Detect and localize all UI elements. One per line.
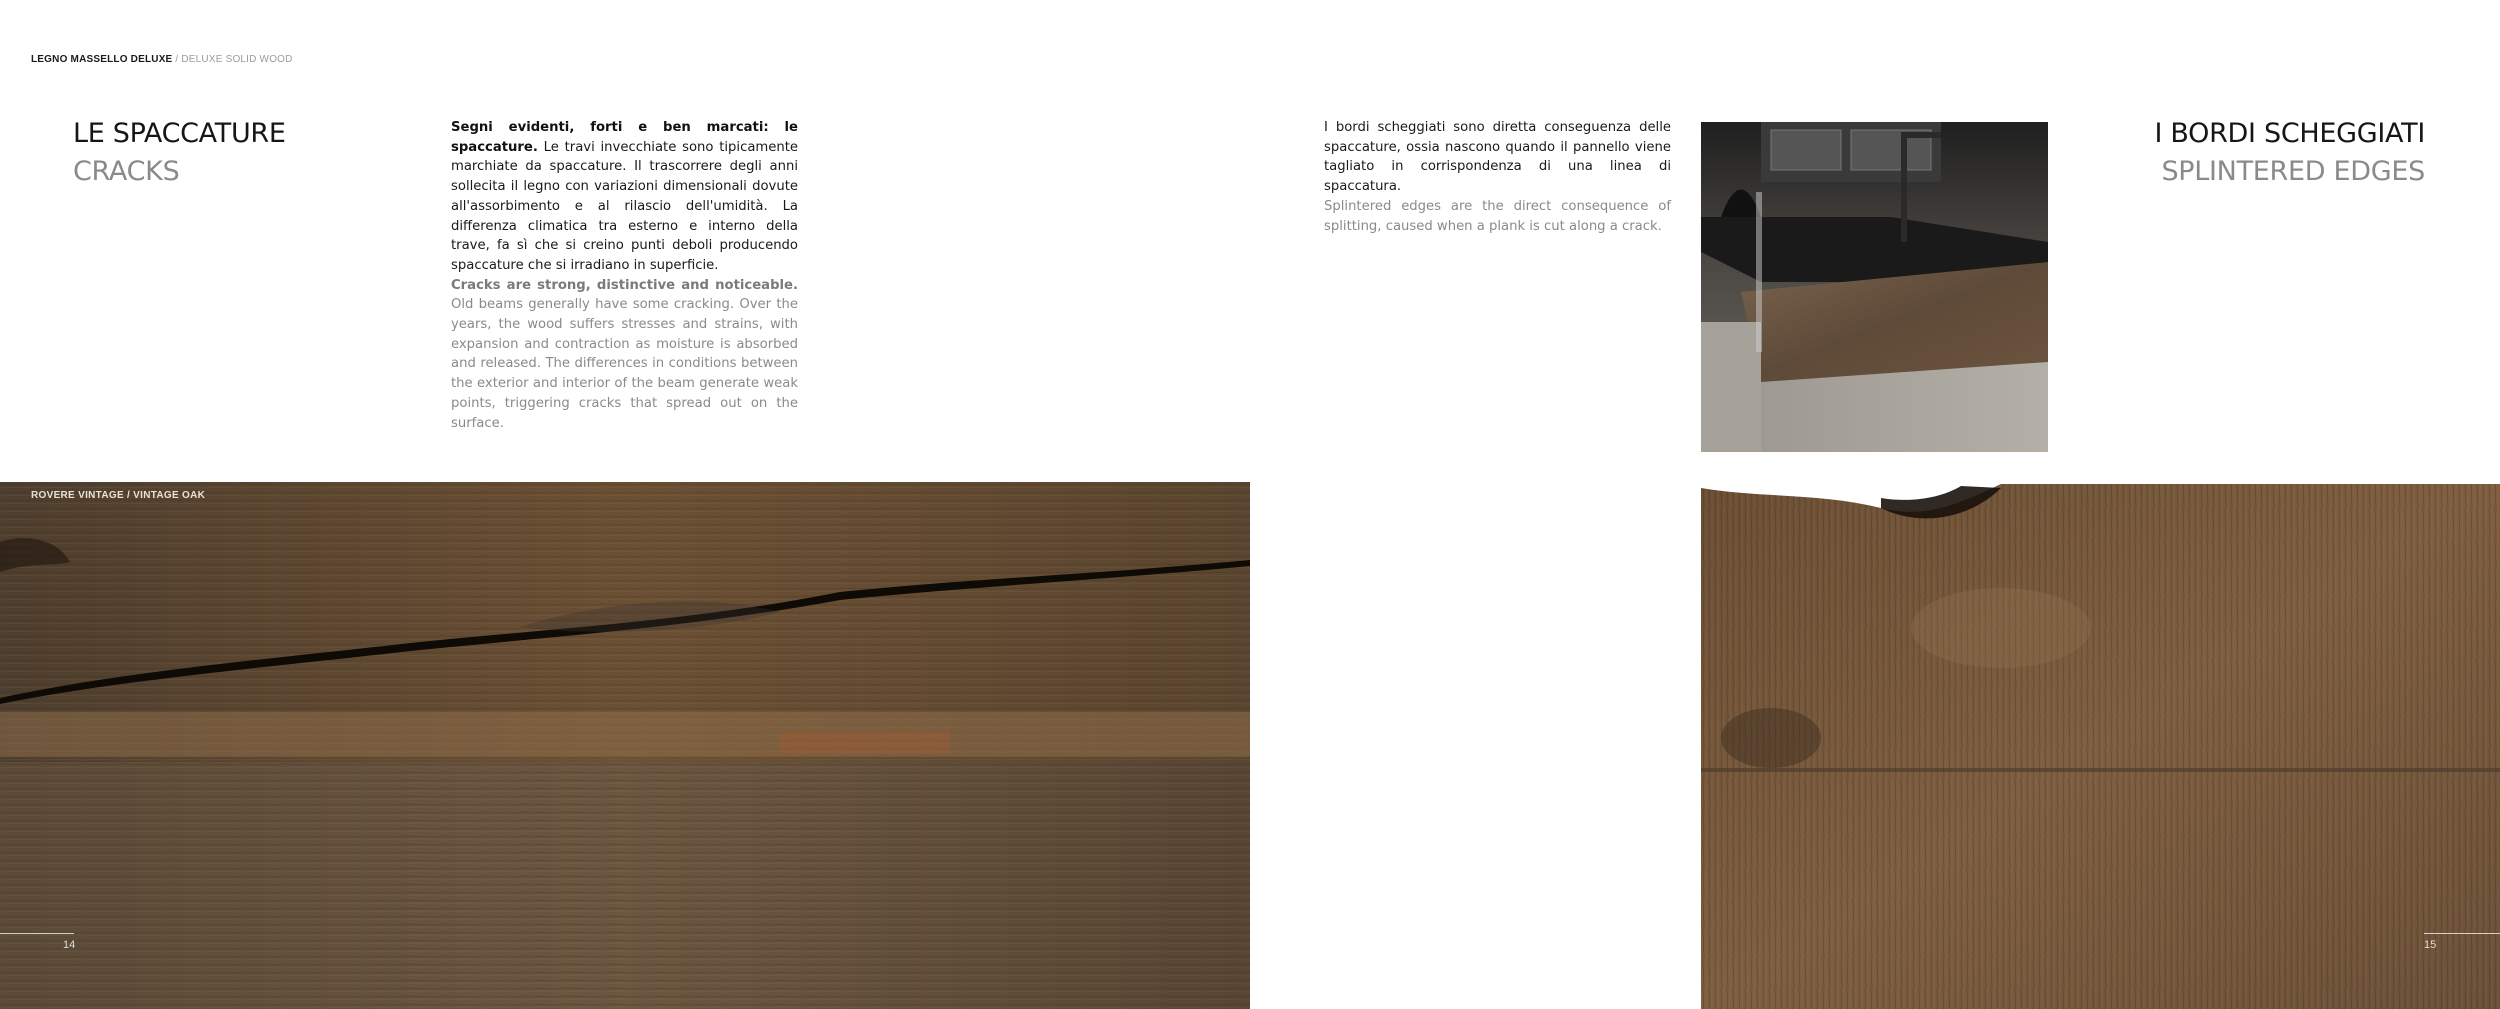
cracks-title bbox=[73, 115, 286, 191]
breadcrumb-separator: / bbox=[172, 54, 182, 65]
vintage-oak-cracked-texture bbox=[0, 482, 1250, 1009]
page-rule-left bbox=[0, 933, 74, 934]
breadcrumb bbox=[31, 54, 293, 65]
vintage-oak-splintered-texture bbox=[1701, 478, 2500, 1009]
page-number-left: 14 bbox=[63, 939, 76, 951]
wood-species-label: ROVERE VINTAGE / VINTAGE OAK bbox=[31, 490, 206, 501]
splintered-body-it: I bordi scheggiati sono diretta conseguenza delle spaccature, ossia nascono quando il pannello viene tagliato in corrispondenza di una linea di spaccatura. bbox=[1324, 120, 1671, 195]
cracks-title-it: LE SPACCATURE bbox=[73, 118, 286, 149]
page-rule-right bbox=[2424, 933, 2500, 934]
page-number-right: 15 bbox=[2424, 939, 2437, 951]
cracks-lead-en: Cracks are strong, distinctive and noticeable. bbox=[451, 277, 798, 293]
cracks-body-en: Old beams generally have some cracking. Over the years, the wood suffers stresses and strains, with expansion and contraction as moisture is absorbed and released. The differences in conditions between the exterior and interior of the beam generate weak points, triggering cracks that spread out on the surface. bbox=[451, 297, 798, 431]
splintered-title-en: SPLINTERED EDGES bbox=[2161, 156, 2425, 187]
kitchen-photo bbox=[1701, 122, 2048, 452]
cracks-lead-it: Segni evidenti, forti e ben marcati: le spaccature. bbox=[451, 120, 798, 155]
splintered-description bbox=[1324, 118, 1671, 236]
splintered-body-en: Splintered edges are the direct consequence of splitting, caused when a plank is cut along a crack. bbox=[1324, 198, 1671, 234]
cracks-title-en: CRACKS bbox=[73, 156, 180, 187]
breadcrumb-primary: LEGNO MASSELLO DELUXE bbox=[31, 54, 173, 65]
breadcrumb-secondary: DELUXE SOLID WOOD bbox=[181, 54, 293, 65]
splintered-title bbox=[2154, 115, 2425, 191]
cracks-description bbox=[451, 118, 798, 433]
cracks-body-it: Le travi invecchiate sono tipicamente marchiate da spaccature. Il trascorrere degli anni sollecita il legno con variazioni dimensionali dovute all'assorbimento e al rilascio dell'umidità. La differenza climatica tra esterno e interno della trave, fa sì che si creino punti deboli producendo spaccature che si irradiano in superficie. bbox=[451, 139, 798, 273]
splintered-title-it: I BORDI SCHEGGIATI bbox=[2154, 118, 2425, 149]
